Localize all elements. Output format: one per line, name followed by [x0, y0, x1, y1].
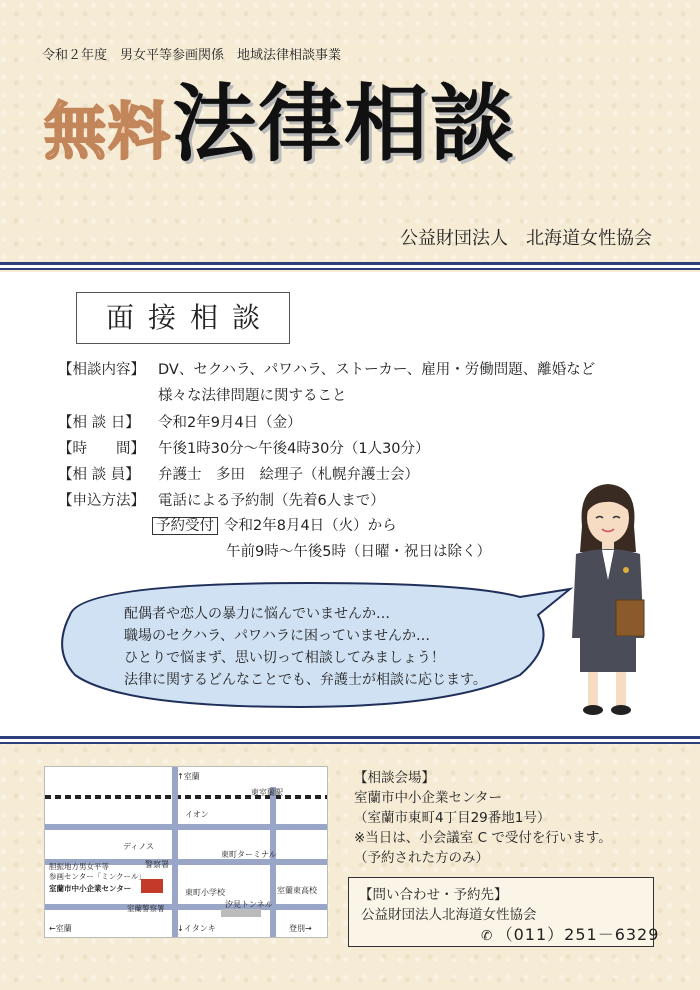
bubble-line: 法律に関するどんなことでも、弁護士が相談に応じます。 — [124, 672, 487, 688]
contact-label: 【問い合わせ・予約先】 — [359, 887, 508, 903]
title-free: 無料 — [44, 95, 173, 168]
venue-note: ※当日は、小会議室 C で受付を行います。 — [354, 830, 612, 846]
divider-band-top — [0, 262, 700, 270]
detail-row: 【相 談 日】 令和2年9月4日（金） — [58, 415, 302, 431]
detail-row: 【相談内容】 DV、セクハラ、パワハラ、ストーカー、雇用・労働問題、離婚など — [58, 362, 596, 378]
detail-row: 様々な法律問題に関すること — [158, 388, 347, 404]
detail-row: 【時 間】 午後1時30分～午後4時30分（1人30分） — [58, 441, 430, 457]
venue-label: 【相談会場】 — [354, 770, 435, 786]
bubble-line: 職場のセクハラ、パワハラに困っていませんか… — [124, 628, 431, 644]
section-heading: 面接相談 — [76, 292, 290, 344]
venue-note: （予約された方のみ） — [354, 850, 489, 866]
contact-phone-row — [481, 922, 659, 945]
organization-name: 公益財団法人 北海道女性協会 — [400, 228, 652, 249]
bubble-line: ひとりで悩まず、思い切って相談してみましょう！ — [124, 650, 445, 666]
phone-icon: ✆ — [481, 928, 493, 944]
reservation-row: 予約受付 令和2年8月4日（火）から — [152, 514, 397, 535]
main-title — [44, 75, 517, 173]
detail-row: 【相 談 員】 弁護士 多田 絵理子（札幌弁護士会） — [58, 467, 419, 483]
contact-box — [348, 877, 660, 947]
venue-name: 室蘭市中小企業センター — [354, 790, 502, 806]
detail-row: 【申込方法】 電話による予約制（先着6人まで） — [58, 493, 385, 509]
reservation-hours: 午前9時～午後5時（日曜・祝日は除く） — [226, 544, 491, 560]
contact-org: 公益財団法人北海道女性協会 — [361, 907, 537, 923]
venue-map: ↑室蘭 東室蘭駅 イオン ディノス 警察署 東町ターミナル 胆振地方男女平等 参画センター「ミンクール」 室蘭市中小企業センター 東町小学校 室蘭東高校 汐見トンネル 室蘭警察署 ←室蘭 ↓イタンキ 登別→ — [44, 766, 328, 938]
speech-bubble — [50, 575, 580, 715]
divider-band-bottom — [0, 736, 700, 744]
reservation-badge: 予約受付 — [152, 517, 218, 535]
top-line: 令和２年度 男女平等参画関係 地域法律相談事業 — [42, 48, 342, 63]
bubble-line: 配偶者や恋人の暴力に悩んでいませんか… — [124, 606, 390, 622]
contact-phone: （011）251－6329 — [496, 925, 660, 944]
lawyer-illustration-icon — [558, 482, 658, 722]
venue-address: （室蘭市東町4丁目29番地1号） — [354, 810, 551, 826]
title-main: 法律相談 — [172, 75, 517, 173]
